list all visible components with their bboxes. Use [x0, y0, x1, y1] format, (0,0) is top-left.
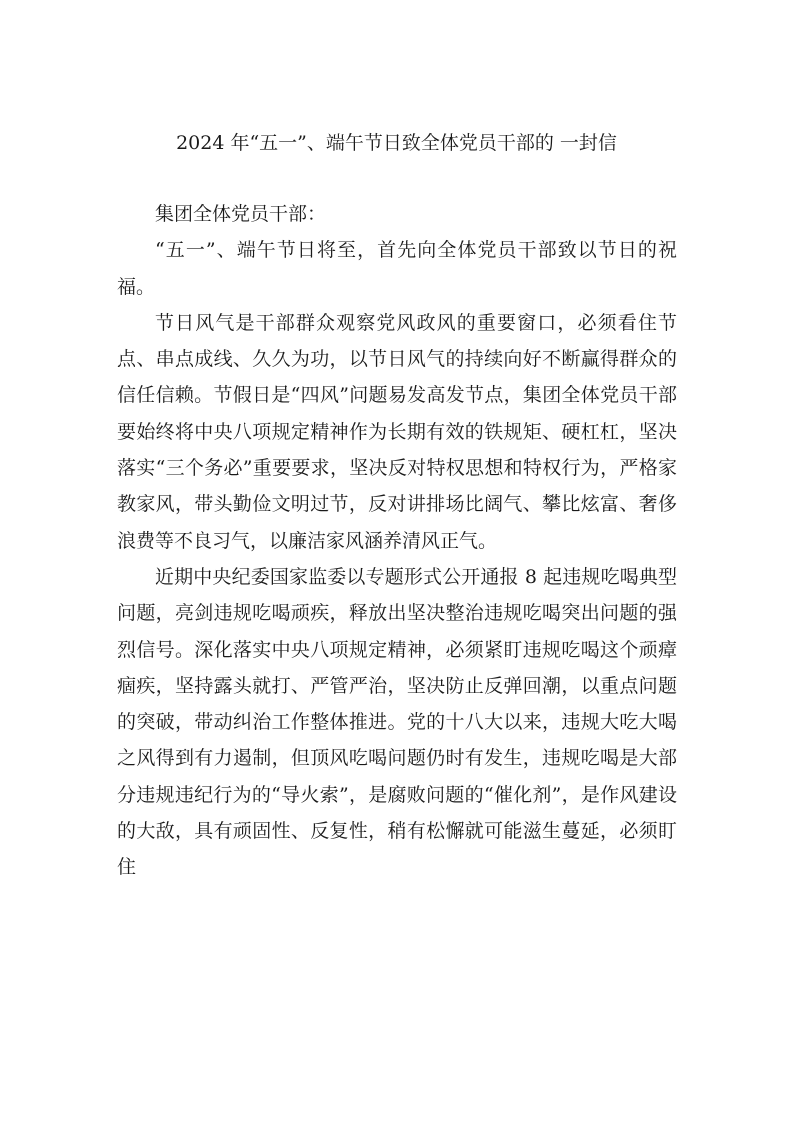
paragraph-dining-violations: 近期中央纪委国家监委以专题形式公开通报 8 起违规吃喝典型问题，亮剑违规吃喝顽疾，释放出坚决整治违规吃喝突出问题的强烈信号。深化落实中央八项规定精神，必须紧盯违规吃喝这个顽瘴痼疾，坚持露头就打、严管严治，坚决防止反弹回潮，以重点问题的突破，带动纠治工作整体推进。党的十八大以来，违规大吃大喝之风得到有力遏制，但顶风吃喝问题仍时有发生，违规吃喝是大部分违规违纪行为的“导火索”，是腐败问题的“催化剂”，是作风建设的大敌，具有顽固性、反复性，稍有松懈就可能滋生蔓延，必须盯住: [117, 565, 677, 879]
document-title: 2024 年“五一”、端午节日致全体党员干部的 一封信: [176, 132, 617, 154]
salutation: 集团全体党员干部：: [155, 203, 327, 225]
document-body: [117, 196, 677, 886]
paragraph-festival-atmosphere: 节日风气是干部群众观察党风政风的重要窗口，必须看住节点、串点成线、久久为功，以节日风气的持续向好不断赢得群众的信任信赖。节假日是“四风”问题易发高发节点，集团全体党员干部要始终将中央八项规定精神作为长期有效的铁规矩、硬杠杠，坚决落实“三个务必”重要要求，坚决反对特权思想和特权行为，严格家教家风，带头勤俭文明过节，反对讲排场比阔气、攀比炫富、奢侈浪费等不良习气，以廉洁家风涵养清风正气。: [117, 311, 677, 552]
paragraph-greeting: “五一”、端午节日将至，首先向全体党员干部致以节日的祝福。: [117, 239, 677, 298]
